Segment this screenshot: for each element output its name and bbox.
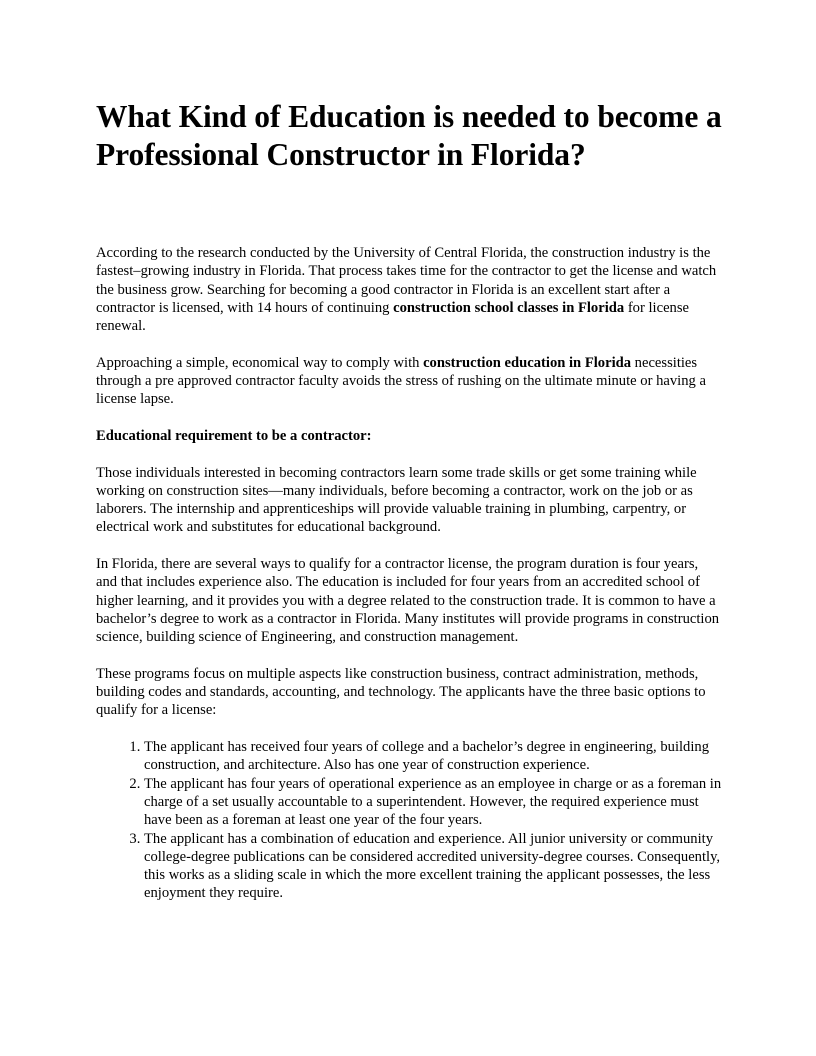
list-item: 1. The applicant has received four years of college and a bachelor’s degree in engineering, building construction, and architecture. Also has one year of construction experience. [144,738,722,775]
training-paragraph: Those individuals interested in becoming contractors learn some trade skills or get some training while working on construction sites—many individuals, before becoming a contractor, work on the job or as laborers. The internship and apprenticeships will provide valuable training in plumbing, carpentry, or electrical work and substitutes for educational background. [96,464,697,536]
document-body [96,244,722,903]
page-title: What Kind of Education is needed to become a Professional Constructor in Florida? [96,99,722,172]
options-list [96,738,722,903]
list-item: 2. The applicant has four years of operational experience as an employee in charge or as a foreman in charge of a set usually accountable to a superintendent. However, the required experience must have been as a foreman at least one year of the four years. [144,775,722,830]
intro-bold-phrase: construction school classes in Florida [393,299,625,316]
approach-bold-phrase: construction education in Florida [423,354,632,371]
section-heading [96,427,722,445]
approach-text-a: Approaching a simple, economical way to comply with [96,354,424,371]
intro-text-b: for license renewal. [96,299,690,335]
intro-text-a: According to the research conducted by the University of Central Florida, the construction industry is the fastest–growing industry in Florida. That process takes time for the contractor to get the license and watch the business grow. Searching for becoming a good contractor in Florida is an excellent start after a contractor is licensed, with 14 hours of continuing [96,245,717,316]
programs-paragraph: These programs focus on multiple aspects like construction business, contract administration, methods, building codes and standards, accounting, and technology. The applicants have the three basic options to qualify for a license: [96,665,706,719]
approach-text-b: necessities through a pre approved contractor faculty avoids the stress of rushing on the ultimate minute or having a license lapse. [96,354,706,408]
intro-paragraph [96,244,722,335]
document-header [96,98,722,174]
qualify-paragraph: In Florida, there are several ways to qualify for a contractor license, the program duration is four years, and that includes experience also. The education is included for four years from an accredited school of higher learning, and it provides you with a degree related to the construction trade. It is common to have a bachelor’s degree to work as a contractor in Florida. Many institutes will provide programs in construction science, building science of Engineering, and construction management. [96,556,720,646]
approach-paragraph [96,354,722,409]
section-heading-text: Educational requirement to be a contractor: [96,427,372,444]
list-item: 3. The applicant has a combination of education and experience. All junior university or community college-degree publications can be considered accredited university-degree courses. Consequently, this works as a sliding scale in which the more excellent training the applicant possesses, the less enjoyment they require. [144,830,722,903]
